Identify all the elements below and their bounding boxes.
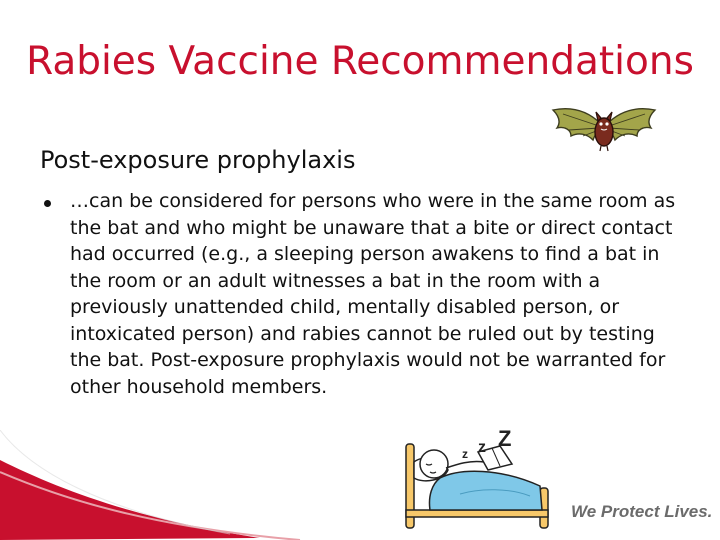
- snoring-zzz: [460, 424, 532, 464]
- bullet-marker: [44, 200, 51, 207]
- red-swoosh-decoration: [0, 430, 720, 540]
- svg-text:z: z: [462, 447, 468, 461]
- tagline: We Protect Lives.: [571, 502, 713, 521]
- bullet-text: …can be considered for persons who were in the same room as the bat and who might be unaware that a bite or direct contact had occurred (e.g., a sleeping person awakens to find a bat in the room or an adult witnesses a bat in the room with a previously unattended child, mentally disabled person, or intoxicated person) and rabies cannot be ruled out by testing the bat. Post-exposure prophylaxis would not be warranted for other household members.: [70, 190, 676, 398]
- sleeper-head: [420, 450, 448, 478]
- svg-text:z: z: [478, 439, 486, 456]
- bat-clipart: [549, 102, 659, 158]
- blanket: [429, 471, 542, 510]
- section-subtitle: Post-exposure prophylaxis: [40, 146, 356, 174]
- svg-text:Z: Z: [498, 426, 512, 451]
- slide-title: Rabies Vaccine Recommendations: [26, 39, 694, 84]
- bat-body: [595, 118, 613, 146]
